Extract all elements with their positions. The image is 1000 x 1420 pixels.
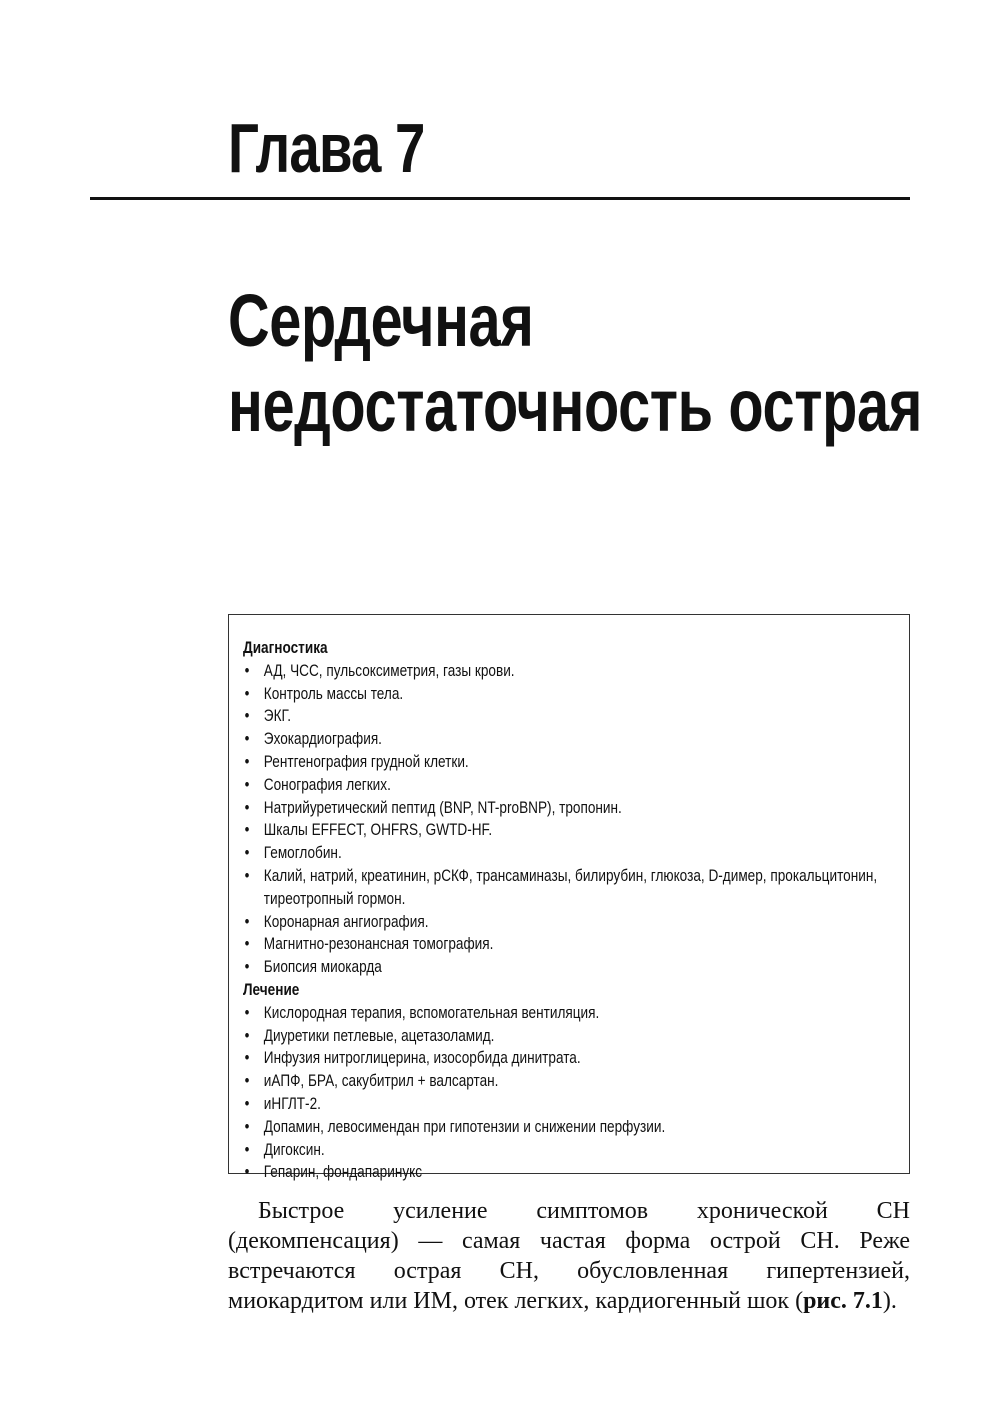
diagnostics-item: • Магнитно-резонансная томография.: [243, 933, 899, 956]
body-paragraph: [228, 1196, 910, 1316]
treatment-item: • Кислородная терапия, вспомогательная вентиляция.: [243, 1002, 899, 1025]
treatment-item: • Гепарин, фондапаринукс: [243, 1161, 899, 1184]
treatment-item: • Диуретики петлевые, ацетазоламид.: [243, 1025, 899, 1048]
diagnostics-item: • Натрийуретический пептид (BNP, NT-proBNP), тропонин.: [243, 797, 899, 820]
body-paragraph-text: Быстрое усиление симптомов хронической СН (декомпенсация) — самая частая форма острой СН. Реже встречаются острая СН, обусловленная гипертензией, миокардитом или ИМ, отек легких, кардиогенный шок (: [228, 1198, 910, 1314]
chapter-label: Глава 7: [228, 109, 425, 187]
diagnostics-item: • Калий, натрий, креатинин, рСКФ, трансаминазы, билирубин, глюкоза, D-димер, прокальцитонин, тиреотропный гормон.: [243, 865, 899, 911]
treatment-item: • иНГЛТ-2.: [243, 1093, 899, 1116]
diagnostics-item: • Контроль массы тела.: [243, 683, 899, 706]
diagnostics-item: • АД, ЧСС, пульсоксиметрия, газы крови.: [243, 660, 899, 683]
diagnostics-item: • Гемоглобин.: [243, 842, 899, 865]
diagnostics-item: • Коронарная ангиография.: [243, 911, 899, 934]
treatment-item: • Дигоксин.: [243, 1139, 899, 1162]
chapter-divider: [90, 197, 910, 200]
summary-box: [228, 614, 910, 1182]
diagnostics-item: • Сонография легких.: [243, 774, 899, 797]
summary-content: [243, 637, 899, 1184]
diagnostics-item: • Шкалы EFFECT, OHFRS, GWTD-HF.: [243, 819, 899, 842]
body-paragraph-end: ).: [882, 1288, 897, 1314]
diagnostics-item: • ЭКГ.: [243, 705, 899, 728]
diagnostics-item: • Биопсия миокарда: [243, 956, 899, 979]
diagnostics-heading: Диагностика: [243, 638, 328, 657]
diagnostics-item: • Рентгенография грудной клетки.: [243, 751, 899, 774]
chapter-title: [228, 278, 922, 448]
treatment-item: • Инфузия нитроглицерина, изосорбида динитрата.: [243, 1047, 899, 1070]
diagnostics-item: • Эхокардиография.: [243, 728, 899, 751]
figure-reference: рис. 7.1: [803, 1288, 883, 1314]
treatment-heading: Лечение: [243, 979, 300, 999]
treatment-list: [243, 1002, 899, 1184]
treatment-item: • иАПФ, БРА, сакубитрил + валсартан.: [243, 1070, 899, 1093]
chapter-title-line-2: недостаточность острая: [228, 364, 922, 447]
chapter-title-line-1: Сердечная: [228, 279, 534, 362]
treatment-item: • Допамин, левосимендан при гипотензии и снижении перфузии.: [243, 1116, 899, 1139]
diagnostics-list: [243, 660, 899, 979]
